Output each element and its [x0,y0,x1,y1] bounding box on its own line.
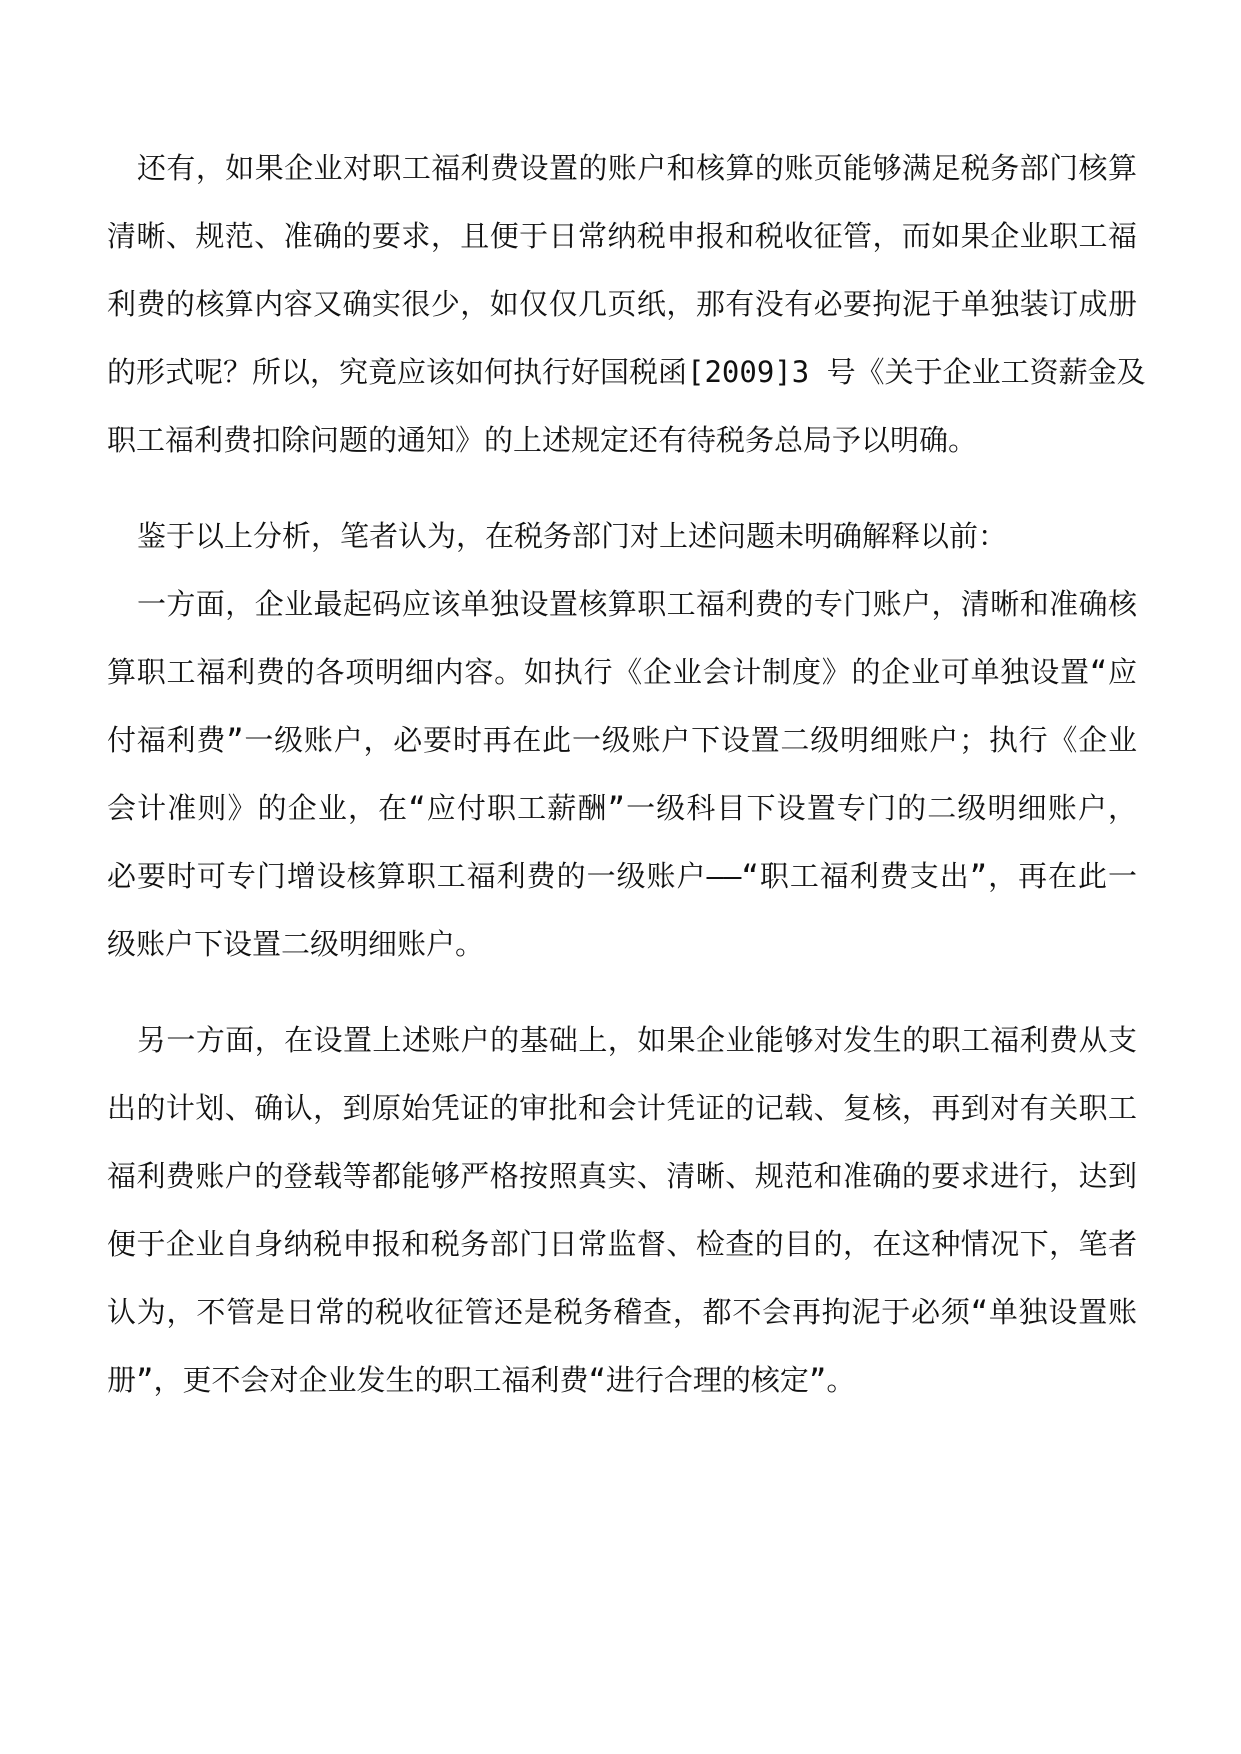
paragraph-1-line-2: 清晰、规范、准确的要求，且便于日常纳税申报和税收征管，而如果企业职工福 [107,219,1137,253]
paragraph-3-line-5: 必要时可专门增设核算职工福利费的一级账户——“职工福利费支出”，再在此一 [107,859,1137,893]
paragraph-1-line-4: 的形式呢？所以，究竟应该如何执行好国税函[2009]3 号《关于企业工资薪金及 [107,355,1146,389]
paragraph-4-line-2: 出的计划、确认，到原始凭证的审批和会计凭证的记载、复核，再到对有关职工 [107,1091,1137,1125]
paragraph-4-line-3: 福利费账户的登载等都能够严格按照真实、清晰、规范和准确的要求进行，达到 [107,1159,1137,1193]
paragraph-4-line-4: 便于企业自身纳税申报和税务部门日常监督、检查的目的，在这种情况下，笔者 [107,1227,1137,1261]
paragraph-3-line-6: 级账户下设置二级明细账户。 [107,927,485,961]
paragraph-4-line-5: 认为，不管是日常的税收征管还是税务稽查，都不会再拘泥于必须“单独设置账 [107,1295,1137,1329]
paragraph-3-line-4: 会计准则》的企业，在“应付职工薪酬”一级科目下设置专门的二级明细账户， [107,791,1137,825]
paragraph-3-line-3: 付福利费”一级账户，必要时再在此一级账户下设置二级明细账户；执行《企业 [107,723,1137,757]
paragraph-3-line-2: 算职工福利费的各项明细内容。如执行《企业会计制度》的企业可单独设置“应 [107,655,1137,689]
paragraph-1-line-5: 职工福利费扣除问题的通知》的上述规定还有待税务总局予以明确。 [107,423,978,457]
paragraph-2-line-1: 鉴于以上分析，笔者认为，在税务部门对上述问题未明确解释以前： [137,519,1008,553]
paragraph-1-line-1: 还有，如果企业对职工福利费设置的账户和核算的账页能够满足税务部门核算 [137,151,1137,185]
paragraph-4-line-6: 册”，更不会对企业发生的职工福利费“进行合理的核定”。 [107,1363,856,1397]
paragraph-4-line-1: 另一方面，在设置上述账户的基础上，如果企业能够对发生的职工福利费从支 [137,1023,1137,1057]
paragraph-3-line-1: 一方面，企业最起码应该单独设置核算职工福利费的专门账户，清晰和准确核 [137,587,1137,621]
paragraph-1-line-3: 利费的核算内容又确实很少，如仅仅几页纸，那有没有必要拘泥于单独装订成册 [107,287,1137,321]
